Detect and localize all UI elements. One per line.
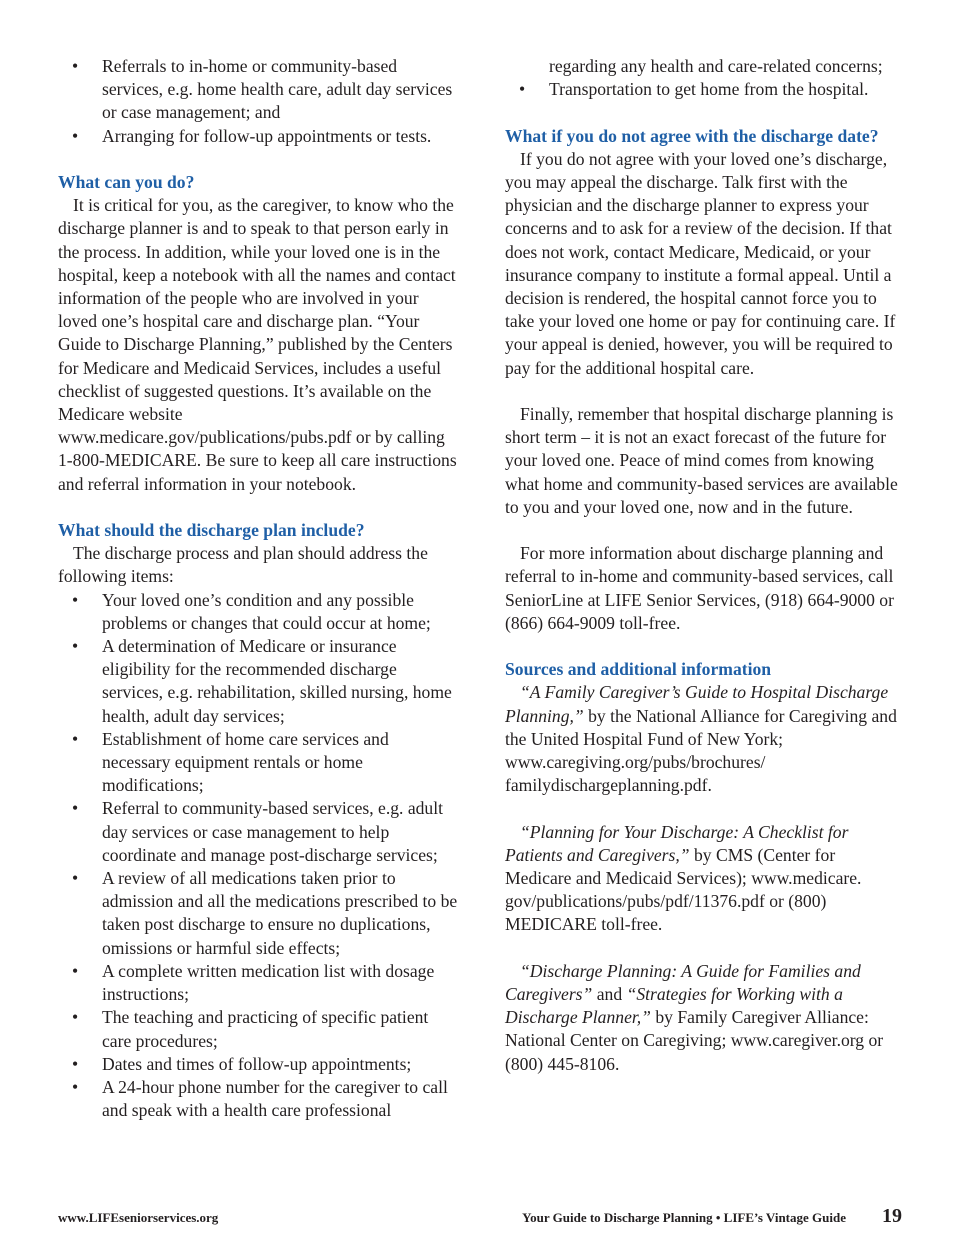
transport-bullet-list [505, 78, 905, 101]
what-can-you-do-heading: What can you do? [58, 172, 195, 192]
list-item: • A complete written medication list with dosage instructions; [58, 960, 458, 1006]
what-can-you-do-body: It is critical for you, as the caregiver, to know who the discharge planner is and to speak to that person early in the process. In addition, while your loved one is in the hospital, keep a notebook with all the names and contact information of the people who are involved in your loved one’s hospital care and discharge plan. “Your Guide to Discharge Planning,” published by the Centers for Medicare and Medicaid Services, includes a useful checklist of suggested questions. It’s available on the Medicare website www.medicare.gov/publications/pubs.pdf or by calling 1-800-MEDICARE. Be sure to keep all care instructions and referral information in your notebook. [58, 195, 457, 494]
list-item: • Transportation to get home from the hospital. [505, 78, 905, 101]
discharge-plan-heading: What should the discharge plan include? [58, 520, 365, 541]
list-item: • A 24-hour phone number for the caregiver to call and speak with a health care professional [58, 1076, 458, 1122]
source-2-details: by CMS (Center for Medicare and Medicaid Services); www.medicare. gov/publications/pubs/pdf/11376.pdf or (800) MEDICARE toll-free. [505, 844, 862, 935]
footer-guide-title: Your Guide to Discharge Planning • LIFE’s Vintage Guide [522, 1210, 846, 1225]
list-item: • A determination of Medicare or insurance eligibility for the recommended discharge services, e.g. rehabilitation, skilled nursing, home health, adult day services; [58, 635, 458, 728]
source-1-details: by the National Alliance for Caregiving and the United Hospital Fund of New York; www.caregiving.org/pubs/brochures/ familydischargeplanning.pdf. [505, 705, 897, 796]
source-2-title: “Planning for Your Discharge: A Checklist for Patients and Caregivers,” [505, 821, 849, 865]
list-item: • Establishment of home care services and necessary equipment rentals or home modifications; [58, 728, 458, 798]
footer-website-url: www.LIFEseniorservices.org [58, 1210, 219, 1225]
discharge-plan-list [58, 589, 458, 1123]
left-column [58, 55, 458, 1122]
source-1 [505, 681, 905, 797]
disagree-body: If you do not agree with your loved one’s discharge, you may appeal the discharge. Talk first with the physician and the discharge planner to express your concerns and to ask for a review of the decision. If that does not work, contact Medicare, Medicaid, or your insurance company to institute a formal appeal. Until a decision is rendered, the hospital cannot force you to take your loved one home or pay for continuing care. If your appeal is denied, however, you will be required to pay for the additional hospital care. [505, 148, 896, 378]
source-3-title: “Discharge Planning: A Guide for Families and Caregivers” [505, 960, 861, 1005]
disagree-heading: What if you do not agree with the discharge date? [505, 125, 879, 146]
list-item: • Referrals to in-home or community-based services, e.g. home health care, adult day services or case management; and [58, 55, 458, 125]
discharge-plan-intro: The discharge process and plan should address the following items: [58, 543, 428, 587]
finally-paragraph: Finally, remember that hospital discharge planning is short term – it is not an exact forecast of the future for your loved one. Peace of mind comes from knowing what home and community-based services are available to you and your loved one, now and in the future. [505, 404, 898, 517]
source-3 [505, 960, 905, 1076]
list-item: • Referral to community-based services, e.g. adult day services or case management to help coordinate and manage post-discharge services; [58, 797, 458, 867]
source-3-details: by Family Caregiver Alliance: National Center on Caregiving; www.caregiver.org or (800) 445-8106. [505, 1007, 884, 1074]
list-item: • The teaching and practicing of specific patient care procedures; [58, 1006, 458, 1052]
source-3-conjunction: and [592, 984, 627, 1005]
source-2 [505, 821, 905, 937]
list-item: • Your loved one’s condition and any possible problems or changes that could occur at home; [58, 589, 458, 635]
page-footer [58, 1205, 908, 1233]
sources-heading: Sources and additional information [505, 659, 772, 680]
page-number: 19 [882, 1205, 902, 1227]
list-item: • Arranging for follow-up appointments or tests. [58, 125, 458, 148]
list-item: • A review of all medications taken prior to admission and all the medications prescribed to be taken post discharge to ensure no duplications, omissions or harmful side effects; [58, 867, 458, 960]
continued-list-item: regarding any health and care-related concerns; [549, 56, 883, 76]
source-1-title: “A Family Caregiver’s Guide to Hospital Discharge Planning,” [505, 682, 889, 726]
source-3-title-2: “Strategies for Working with a Discharge Planner,” [505, 984, 843, 1028]
list-item: • Dates and times of follow-up appointments; [58, 1053, 458, 1076]
right-column [505, 55, 905, 1076]
more-info-paragraph: For more information about discharge planning and referral to in-home and community-based services, call SeniorLine at LIFE Senior Services, (918) 664-9000 or (866) 664-9009 toll-free. [505, 543, 894, 633]
intro-bullet-list [58, 55, 458, 148]
